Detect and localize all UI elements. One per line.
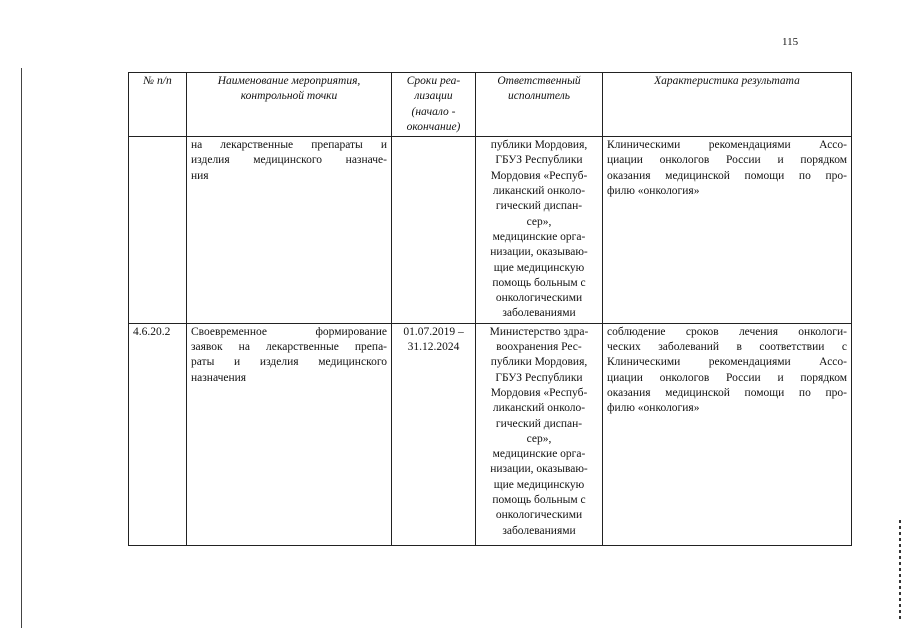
scan-margin-line <box>21 68 22 628</box>
table-row <box>129 137 852 324</box>
header-num: № п/п <box>129 73 187 137</box>
header-executor: Ответственный исполнитель <box>476 73 603 137</box>
cell-num: 4.6.20.2 <box>129 323 187 545</box>
cell-executor: публики Мордовия, ГБУЗ Республики Мордовия «Респуб- ликанский онколо- гический диспан- сер», медицинские орга- низации, оказываю- щие медицинскую помощь больным с онкологическими заболеваниями <box>476 137 603 324</box>
activities-table <box>128 72 852 546</box>
table-header-row <box>129 73 852 137</box>
cell-result: соблюдение сроков лечения онкологи- ческих заболеваний в соответствии с Клиническими рекомендациями Ассо- циации онкологов России и порядком оказания медицинской помощи по про- филю «онкология» <box>603 323 852 545</box>
cell-num <box>129 137 187 324</box>
cell-name: Своевременное формирование заявок на лекарственные препа- раты и изделия медицинского назначения <box>187 323 392 545</box>
header-term: Сроки реа- лизации (начало - окончание) <box>392 73 476 137</box>
cell-term <box>392 137 476 324</box>
cell-term: 01.07.2019 – 31.12.2024 <box>392 323 476 545</box>
header-name: Наименование мероприятия, контрольной точки <box>187 73 392 137</box>
table-row <box>129 323 852 545</box>
page-number: 115 <box>782 36 799 48</box>
cell-executor: Министерство здра- воохранения Рес- публики Мордовия, ГБУЗ Республики Мордовия «Респуб- ликанский онколо- гический диспан- сер», медицинские орга- низации, оказываю- щие медицинскую помощь больным с онкологическими заболеваниями <box>476 323 603 545</box>
cell-name: на лекарственные препараты и изделия медицинского назначе- ния <box>187 137 392 324</box>
scan-edge-mark <box>899 520 901 620</box>
header-result: Характеристика результата <box>603 73 852 137</box>
cell-result: Клиническими рекомендациями Ассо- циации онкологов России и порядком оказания медицинской помощи по про- филю «онкология» <box>603 137 852 324</box>
